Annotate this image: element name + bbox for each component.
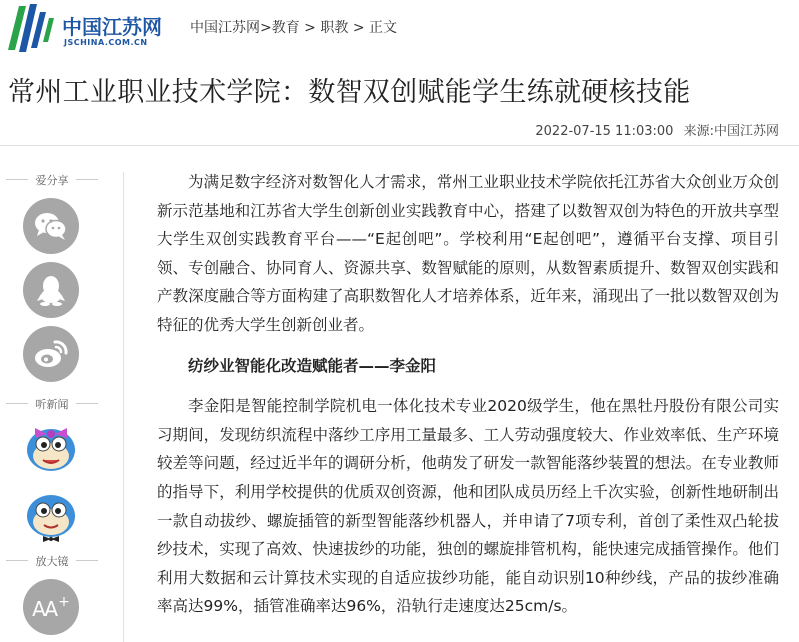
article-paragraph: 为满足数字经济对数智化人才需求，常州工业职业技术学院依托江苏省大众创业万众创新示范基地和江苏省大学生创新创业实践教育中心，搭建了以数智双创为特色的开放共享型大学生双创实践教育平台——“E起创吧”。学校利用“E起创吧”，遵循平台支撑、项目引领、专创融合、协同育人、资源共享、数智赋能的原则，从数智素质提升、数智双创实践和产教深度融合等方面构建了高职数智化人才培养体系，近年来，涌现出了一批以数智双创为特征的优秀大学生创新创业者。 — [157, 173, 779, 334]
weibo-icon — [33, 338, 69, 370]
share-sidebar — [0, 146, 125, 637]
breadcrumb-current: 正文 — [369, 20, 398, 36]
publish-date: 2022-07-15 11:03:00 — [535, 124, 674, 139]
article-subheading: 纺纱业智能化改造赋能者——李金阳 — [188, 356, 437, 375]
breadcrumb — [190, 17, 397, 37]
cartoon-avatar-female-icon — [21, 416, 81, 476]
breadcrumb-education[interactable]: 教育 — [271, 20, 300, 36]
wechat-share-button[interactable] — [23, 198, 79, 254]
article-meta — [535, 120, 779, 139]
share-section-label: 爱分享 — [0, 172, 104, 188]
font-size-icon: AA + — [32, 593, 70, 621]
listen-news-female-voice-button[interactable] — [21, 416, 81, 476]
weibo-share-button[interactable] — [23, 326, 79, 382]
cartoon-avatar-male-icon — [21, 484, 81, 544]
page-title: 常州工业职业技术学院：数智双创赋能学生练就硬核技能 — [8, 77, 691, 108]
wechat-icon — [33, 211, 69, 241]
listen-section-label: 听新闻 — [0, 396, 104, 412]
breadcrumb-vocational[interactable]: 职教 — [320, 20, 349, 36]
breadcrumb-separator: > — [348, 20, 370, 36]
logo-stripes-icon — [6, 2, 56, 54]
breadcrumb-separator: > — [299, 20, 321, 36]
source-name: 中国江苏网 — [713, 124, 779, 139]
site-header — [0, 0, 799, 56]
breadcrumb-separator: > — [260, 20, 272, 36]
listen-news-male-voice-button[interactable] — [21, 484, 81, 544]
article-body — [157, 168, 779, 621]
logo-text-en: JSCHINA.COM.CN — [64, 38, 148, 47]
zoom-text-button[interactable] — [23, 579, 79, 635]
sidebar-divider — [123, 172, 124, 642]
qq-icon — [36, 274, 66, 306]
article-paragraph: 李金阳是智能控制学院机电一体化技术专业2020级学生，他在黑牡丹股份有限公司实习期间，发现纺织流程中落纱工序用工量最多、工人劳动强度较大、作业效率低、生产环境较差等问题，经过近半年的调研分析，他萌发了研发一款智能落纱装置的想法。在专业教师的指导下，利用学校提供的优质双创资源，他和团队成员历经上千次实验，创新性地研制出一款自动拔纱、螺旋插管的新型智能落纱机器人，并申请了7项专利，首创了柔性双凸轮拔纱技术，实现了高效、快速拔纱的功能，独创的螺旋排管机构，能快速完成插管操作。他们利用大数据和云计算技术实现的自适应拔纱功能，能自动识别10种纱线，产品的拔纱准确率高达99%，插管准确率达96%，沿轨行走速度达25cm/s。 — [157, 397, 779, 616]
site-logo[interactable] — [6, 2, 166, 54]
logo-text-cn: 中国江苏网 — [62, 15, 162, 39]
source-label: 来源: — [683, 124, 714, 139]
breadcrumb-home[interactable]: 中国江苏网 — [190, 20, 260, 36]
zoom-section-label: 放大镜 — [0, 553, 104, 569]
qq-share-button[interactable] — [23, 262, 79, 318]
